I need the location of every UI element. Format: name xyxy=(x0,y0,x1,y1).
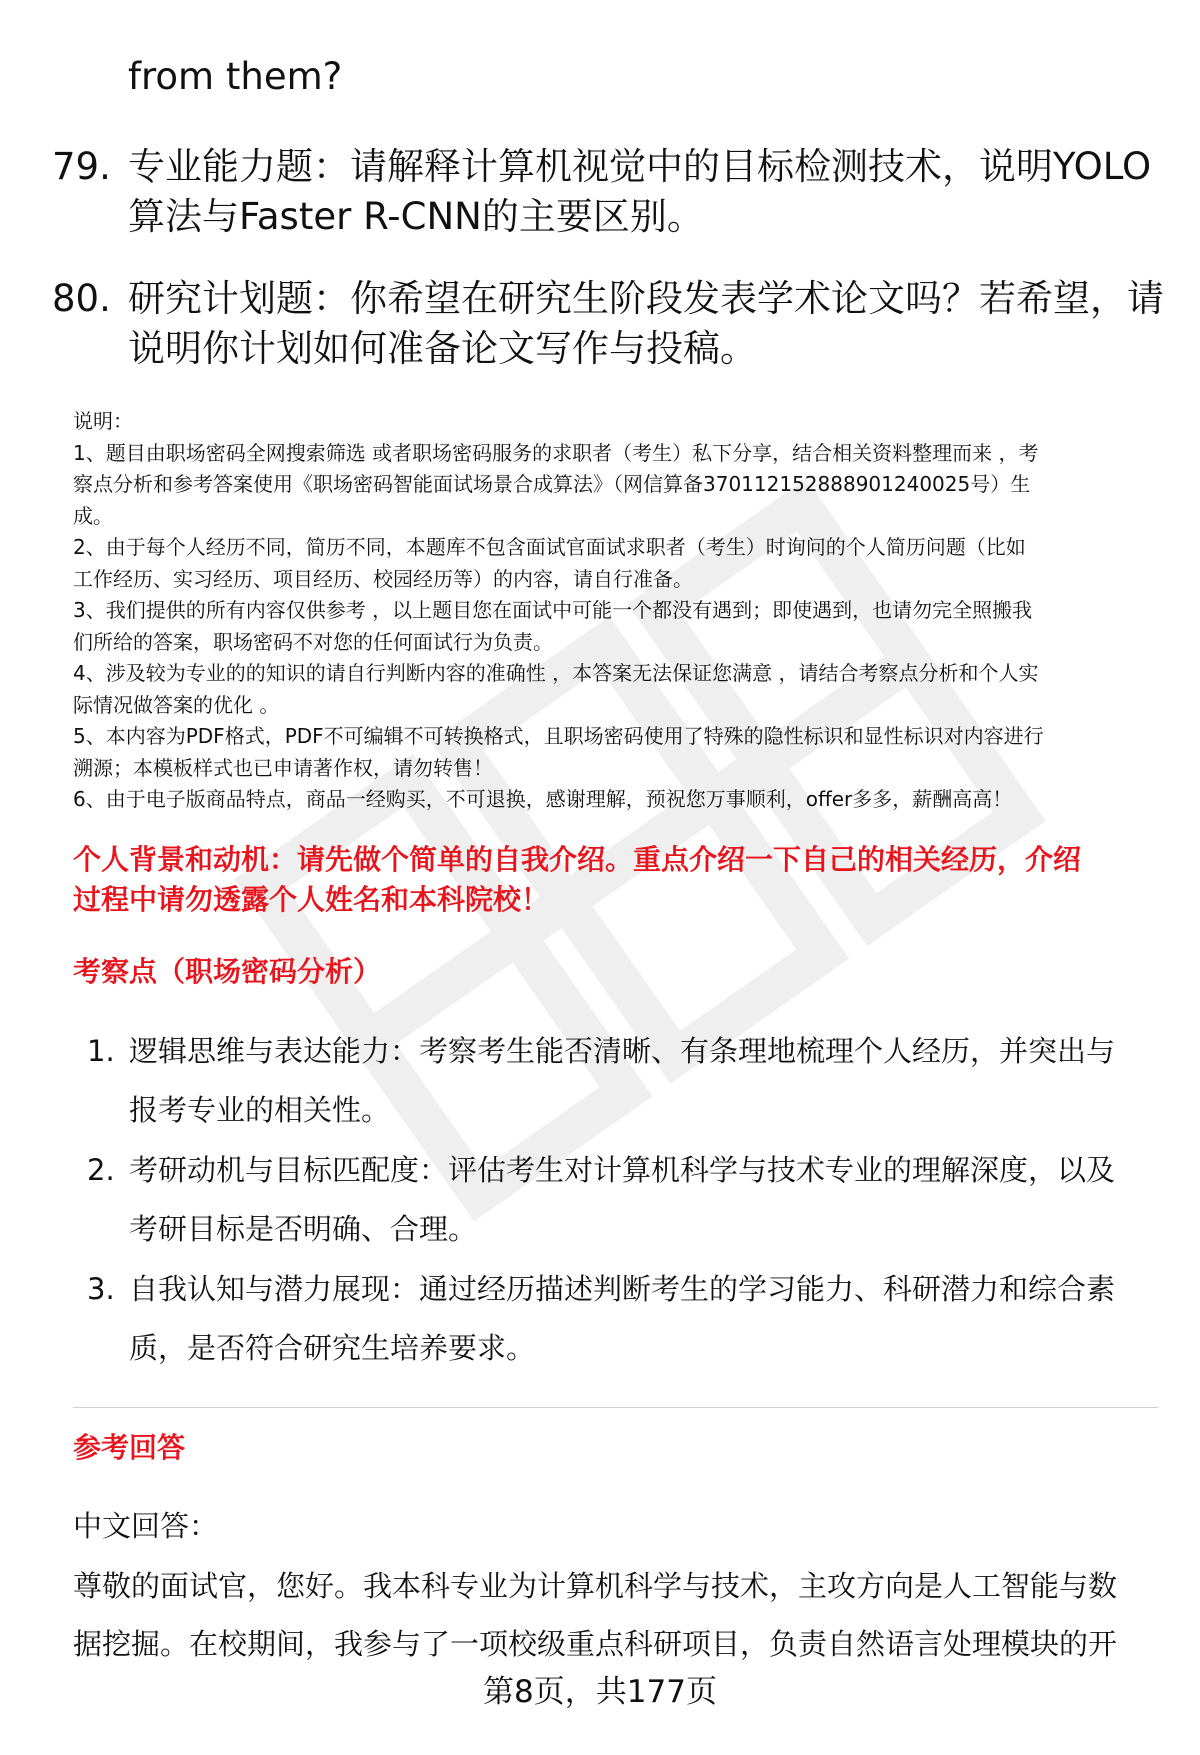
notes-line: 们所给的答案，职场密码不对您的任何面试行为负责。 xyxy=(73,629,553,654)
notes-line: 溯源；本模板样式也已申请著作权，请勿转售！ xyxy=(73,755,493,780)
list-item-number: 2. xyxy=(87,1153,115,1187)
answer-line: 尊敬的面试官，您好。我本科专业为计算机科学与技术，主攻方向是人工智能与数 xyxy=(73,1569,1118,1603)
list-item xyxy=(73,1022,1163,1140)
answer-line: 据挖掘。在校期间，我参与了一项校级重点科研项目，负责自然语言处理模块的开 xyxy=(73,1627,1118,1661)
answer-heading: 参考回答 xyxy=(73,1431,186,1464)
list-item-line: 考研动机与目标匹配度：评估考生对计算机科学与技术专业的理解深度，以及 xyxy=(129,1153,1116,1187)
notes-line: 4、涉及较为专业的的知识的请自行判断内容的准确性 ，本答案无法保证您满意 ，请结合考察点分析和个人实 xyxy=(73,661,1039,685)
question-continuation: from them? xyxy=(128,55,343,98)
list-item xyxy=(73,1260,1163,1378)
list-item-line: 报考专业的相关性。 xyxy=(129,1093,391,1127)
question-line: 研究计划题：你希望在研究生阶段发表学术论文吗？若希望，请 xyxy=(128,277,1164,320)
answer-label: 中文回答： xyxy=(73,1509,219,1543)
analysis-heading: 考察点（职场密码分析） xyxy=(73,955,382,988)
notes-line: 成。 xyxy=(73,503,113,528)
question-line: 专业能力题：请解释计算机视觉中的目标检测技术，说明YOLO xyxy=(128,145,1152,188)
question-number: 80. xyxy=(52,277,111,320)
page-number: 第8页，共177页 xyxy=(483,1674,717,1710)
notes-block xyxy=(73,406,1158,816)
question-line: 说明你计划如何准备论文写作与投稿。 xyxy=(128,327,757,370)
notes-title: 说明： xyxy=(73,409,133,433)
list-item-line: 考研目标是否明确、合理。 xyxy=(129,1212,478,1246)
notes-line: 1、题目由职场密码全网搜索筛选 或者职场密码服务的求职者（考生）私下分享，结合相关资料整理而来 ，考 xyxy=(73,440,1039,465)
list-item-line: 自我认知与潜力展现：通过经历描述判断考生的学习能力、科研潜力和综合素 xyxy=(129,1272,1116,1306)
section-divider xyxy=(73,1407,1158,1408)
notes-line: 际情况做答案的优化 。 xyxy=(73,692,280,717)
list-item-number: 3. xyxy=(87,1272,115,1306)
notes-line: 察点分析和参考答案使用《职场密码智能面试场景合成算法》（网信算备370112152888901240025号）生 xyxy=(73,472,1031,496)
notes-line: 6、由于电子版商品特点，商品一经购买，不可退换，感谢理解，预祝您万事顺利，offer多多，薪酬高高！ xyxy=(73,787,1013,811)
interview-question-line: 个人背景和动机：请先做个简单的自我介绍。重点介绍一下自己的相关经历，介绍 xyxy=(73,843,1082,876)
notes-line: 5、本内容为PDF格式，PDF不可编辑不可转换格式，且职场密码使用了特殊的隐性标识和显性标识对内容进行 xyxy=(73,724,1044,748)
question-number: 79. xyxy=(52,145,111,188)
analysis-list xyxy=(73,1022,1163,1379)
notes-line: 2、由于每个人经历不同，简历不同，本题库不包含面试官面试求职者（考生）时询问的个人简历问题（比如 xyxy=(73,535,1026,559)
list-item-line: 逻辑思维与表达能力：考察考生能否清晰、有条理地梳理个人经历，并突出与 xyxy=(129,1034,1116,1068)
interview-question-line: 过程中请勿透露个人姓名和本科院校！ xyxy=(73,883,550,916)
list-item-number: 1. xyxy=(87,1034,115,1068)
notes-line: 工作经历、实习经历、项目经历、校园经历等）的内容，请自行准备。 xyxy=(73,566,693,591)
question-line: 算法与Faster R-CNN的主要区别。 xyxy=(128,195,704,238)
list-item xyxy=(73,1141,1163,1259)
notes-line: 3、我们提供的所有内容仅供参考 ，以上题目您在面试中可能一个都没有遇到；即使遇到，也请勿完全照搬我 xyxy=(73,598,1033,622)
list-item-line: 质，是否符合研究生培养要求。 xyxy=(129,1331,536,1365)
